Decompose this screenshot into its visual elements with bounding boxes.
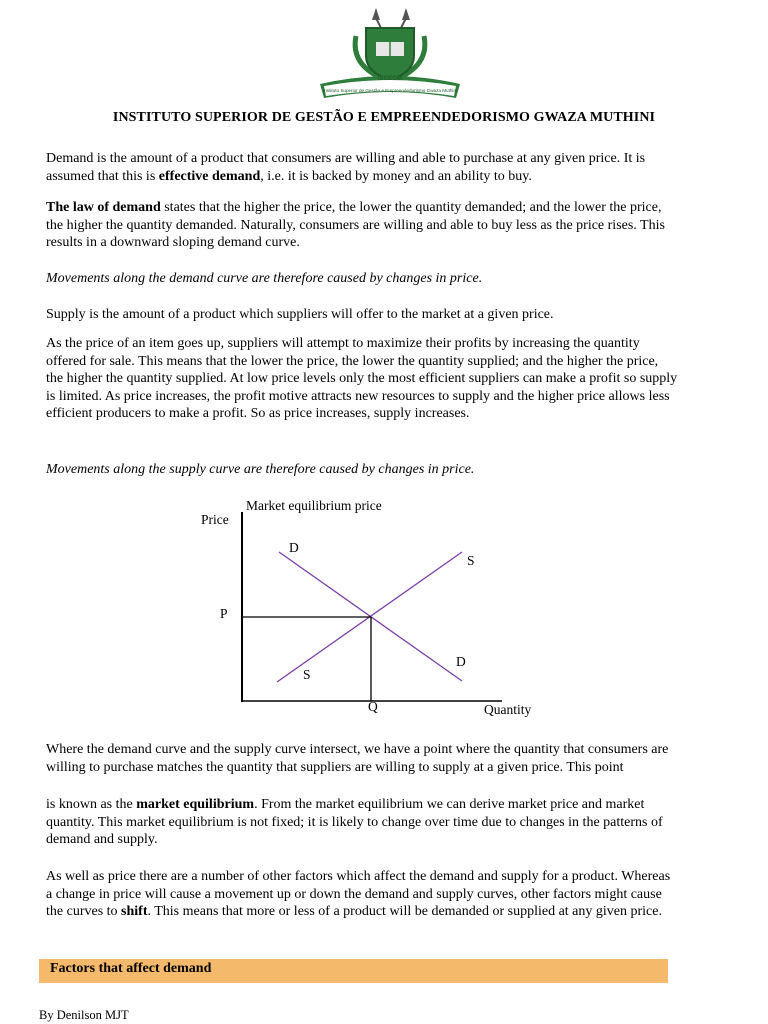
paragraph-supply-movement: Movements along the supply curve are therefore caused by changes in price. [46,462,475,477]
logo-emblem-icon [316,6,464,100]
institution-title: INSTITUTO SUPERIOR DE GESTÃO E EMPREENDEDORISMO GWAZA MUTHINI [112,110,656,125]
paragraph-supply-price: As the price of an item goes up, suppliers will attempt to maximize their profits by increasing the quantity offered for sale. This means that the lower the price, the lower the quantity supplied; and the higher the price, the higher the quantity supplied. At low price levels only the most efficient suppliers can make a profit so supply is limited. As price increases, the profit motive attracts new resources to supply and the higher price allows less efficient producers to make a profit. So as price increases, supply increases. [46,336,678,421]
quantity-marker: Q [368,699,378,714]
paragraph-law-of-demand: The law of demand states that the higher the price, the lower the quantity demanded; and the lower the price, the higher the quantity demanded. Naturally, consumers are willing and able to buy less as the price rises. This results in a downward sloping demand curve. [46,200,665,250]
market-equilibrium-diagram [195,492,555,722]
diagram-title: Market equilibrium price [246,498,382,513]
paragraph-market-equilibrium: is known as the market equilibrium. From the market equilibrium we can derive market price and market quantity. This market equilibrium is not fixed; it is likely to change over time due to changes in the patterns of demand and supply. [46,797,663,847]
x-axis-label: Quantity [484,702,532,717]
demand-label-bottom: D [456,654,466,669]
logo-banner-text: Instituto Superior de Gestão e Empreendedorismo Gwaza Muthini [322,88,458,93]
paragraph-demand-definition: Demand is the amount of a product that consumers are willing and able to purchase at any given price. It is assumed that this is effective demand, i.e. it is backed by money and an ability to buy. [46,151,646,184]
price-marker: P [220,606,228,621]
supply-label-top: S [467,553,475,568]
paragraph-supply-definition: Supply is the amount of a product which suppliers will offer to the market at a given price. [46,307,554,322]
y-axis-label: Price [201,512,229,527]
section-heading: Factors that affect demand [50,961,212,976]
logo-acronym: ISGEGM [377,76,402,82]
supply-label-bottom: S [303,667,311,682]
paragraph-demand-movement: Movements along the demand curve are therefore caused by changes in price. [46,271,483,286]
demand-label-top: D [289,540,299,555]
section-heading-bar [39,959,668,983]
footer-author: By Denilson MJT [39,1008,129,1022]
institution-logo [316,6,464,100]
paragraph-equilibrium-intro: Where the demand curve and the supply curve intersect, we have a point where the quantity that consumers are willing to purchase matches the quantity that suppliers are willing to supply at a given price. This point [46,742,669,775]
paragraph-other-factors: As well as price there are a number of other factors which affect the demand and supply for a product. Whereas a change in price will cause a movement up or down the demand and supply curves, other factors might cause the curves to shift. This means that more or less of a product will be demanded or supplied at any given price. [46,869,671,919]
